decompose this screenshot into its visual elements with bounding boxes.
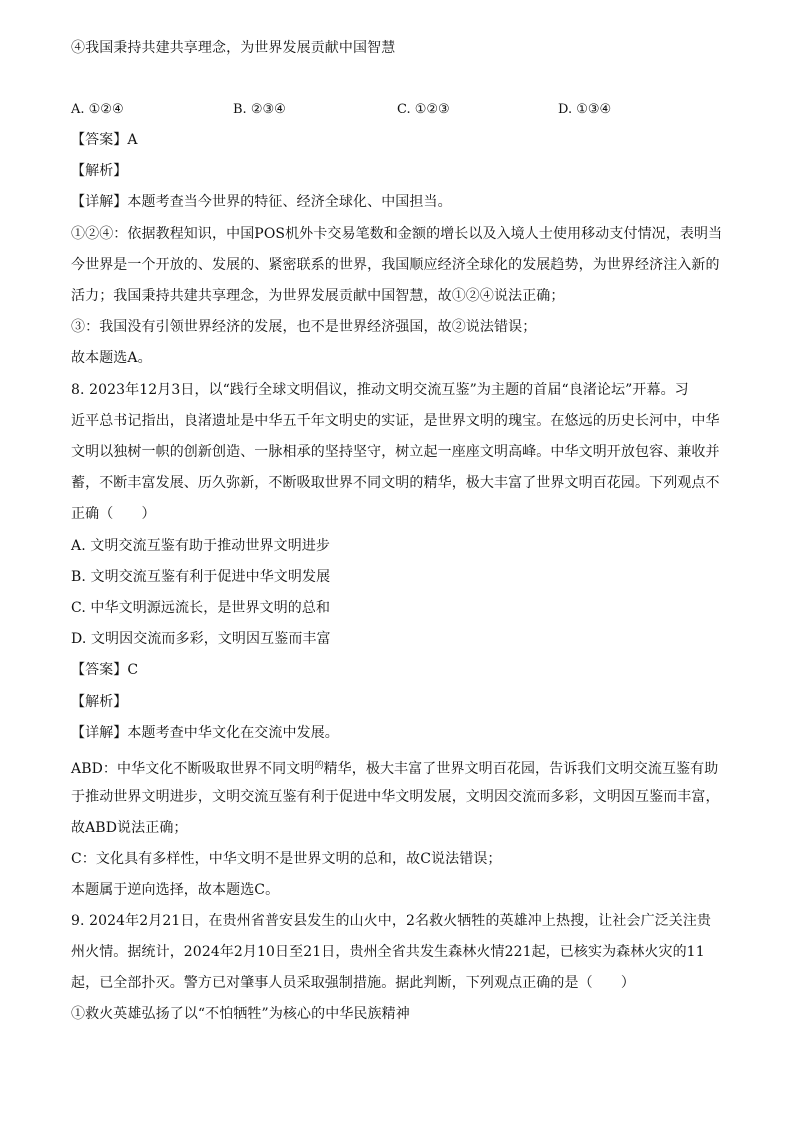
q7-explanation-line: ③：我国没有引领世界经济的发展，也不是世界经济强国，故②说法错误； xyxy=(71,319,537,335)
q8-explanation-line xyxy=(71,756,726,779)
q9-stem-line: 9. 2024年2月21日，在贵州省普安县发生的山火中，2名救火牺牲的英雄冲上热搜，让社会广泛关注贵 xyxy=(71,913,712,929)
q7-option-b: B. ②③④ xyxy=(233,102,286,117)
q8-explanation-line: 于推动世界文明进步，文明交流互鉴有利于促进中华文明发展，文明因交流而多彩，文明因互鉴而丰富， xyxy=(71,789,720,805)
q9-stem-line: 起，已全部扑灭。警方已对肇事人员采取强制措施。据此判断，下列观点正确的是（ ） xyxy=(71,975,635,991)
q8-option-a: A. 文明交流互鉴有助于推动世界文明进步 xyxy=(71,538,331,554)
q8-stem-line: 文明以独树一帜的创新创造、一脉相承的坚持坚守，树立起一座座文明高峰。中华文明开放包容、兼收并 xyxy=(71,444,720,460)
q8-stem-line: 正确（ ） xyxy=(71,506,156,522)
q8-explanation-text: 精华，极大丰富了世界文明百花园，告诉我们文明交流互鉴有助 xyxy=(323,761,719,777)
q7-option-a: A. ①②④ xyxy=(71,102,124,117)
q7-option-c: C. ①②③ xyxy=(397,102,450,117)
q8-stem-line: 蓄，不断丰富发展、历久弥新，不断吸取世界不同文明的精华，极大丰富了世界文明百花园。下列观点不 xyxy=(71,475,720,491)
q8-answer: 【答案】C xyxy=(71,662,139,678)
q7-options xyxy=(71,100,726,120)
q8-option-c: C. 中华文明源远流长，是世界文明的总和 xyxy=(71,600,331,616)
q7-analysis-heading: 【解析】 xyxy=(71,163,128,179)
q8-explanation-line: 本题属于逆向选择，故本题选C。 xyxy=(71,882,280,898)
q8-analysis-heading: 【解析】 xyxy=(71,694,128,710)
q7-item-4: ④我国秉持共建共享理念，为世界发展贡献中国智慧 xyxy=(71,40,396,56)
q8-stem-line: 8. 2023年12月3日，以“践行全球文明倡议，推动文明交流互鉴”为主题的首届“良渚论坛”开幕。习 xyxy=(71,382,689,398)
q7-detail: 【详解】本题考查当今世界的特征、经济全球化、中国担当。 xyxy=(71,194,452,210)
q9-item-1: ①救火英雄弘扬了以“不怕牺牲”为核心的中华民族精神 xyxy=(71,1006,410,1022)
q8-detail: 【详解】本题考查中华文化在交流中发展。 xyxy=(71,725,339,741)
q8-explanation-text: ABD：中华文化不断吸取世界不同文明 xyxy=(71,761,315,777)
q8-option-b: B. 文明交流互鉴有利于促进中华文明发展 xyxy=(71,569,331,585)
q8-explanation-superscript: 的 xyxy=(314,761,324,771)
q7-explanation-line: 今世界是一个开放的、发展的、紧密联系的世界，我国顺应经济全球化的发展趋势，为世界经济注入新的 xyxy=(71,257,720,273)
q8-explanation-line: 故ABD说法正确； xyxy=(71,820,188,836)
q7-answer: 【答案】A xyxy=(71,132,138,148)
q7-option-d: D. ①③④ xyxy=(558,102,612,117)
q8-stem-line: 近平总书记指出，良渚遗址是中华五千年文明史的实证，是世界文明的瑰宝。在悠远的历史长河中，中华 xyxy=(71,413,720,429)
q8-explanation-line: C：文化具有多样性，中华文明不是世界文明的总和，故C说法错误； xyxy=(71,851,502,867)
q8-option-d: D. 文明因交流而多彩，文明因互鉴而丰富 xyxy=(71,631,331,647)
q9-stem-line: 州火情。据统计，2024年2月10日至21日，贵州全省共发生森林火情221起，已核实为森林火灾的11 xyxy=(71,944,705,960)
q7-explanation-line: ①②④：依据教程知识，中国POS机外卡交易笔数和金额的增长以及入境人士使用移动支付情况，表明当 xyxy=(71,226,723,242)
q7-explanation-line: 故本题选A。 xyxy=(71,350,152,366)
q7-explanation-line: 活力；我国秉持共建共享理念，为世界发展贡献中国智慧，故①②④说法正确； xyxy=(71,288,565,304)
